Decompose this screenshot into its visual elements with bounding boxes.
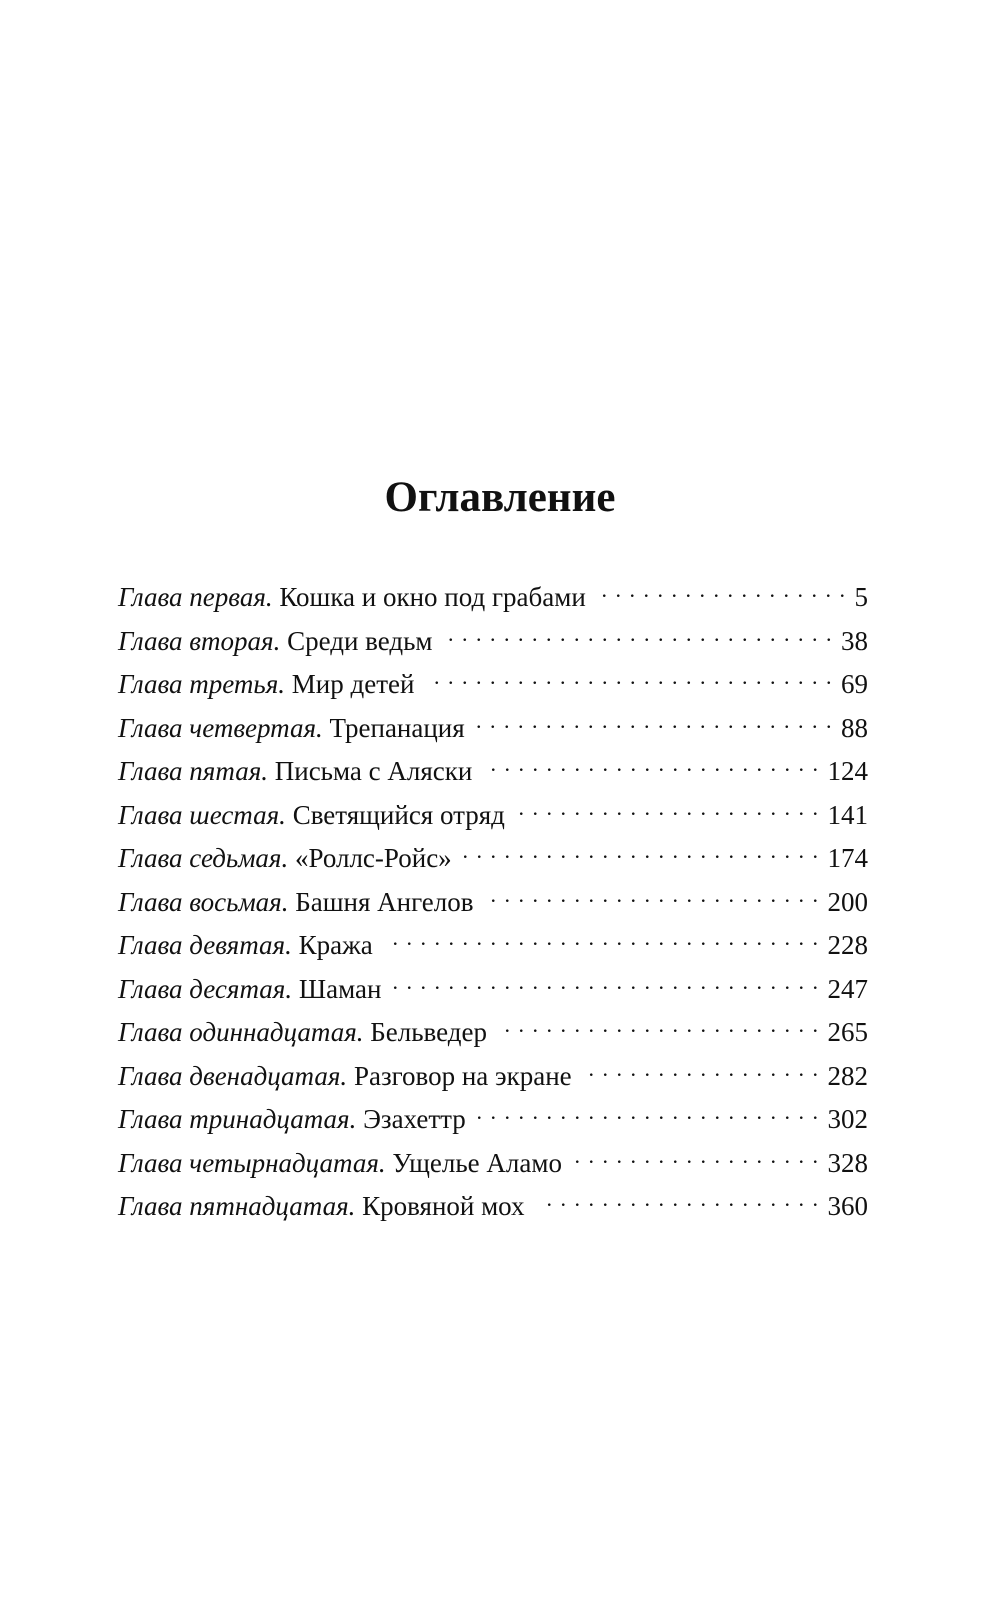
toc-entry[interactable] — [118, 835, 868, 879]
toc-page-number: 302 — [827, 1104, 868, 1134]
page-title: Оглавление — [384, 474, 616, 521]
toc-chapter-title: «Роллс-Ройс» — [294, 843, 452, 873]
toc-chapter-label: Глава двенадцатая. — [118, 1060, 348, 1091]
toc-page-number: 328 — [827, 1147, 868, 1178]
dot-leader — [517, 792, 820, 824]
toc-chapter-label: Глава десятая. — [118, 973, 293, 1004]
toc-entry[interactable] — [118, 748, 868, 792]
dot-leader — [499, 1009, 820, 1041]
toc-page-number: 88 — [841, 712, 868, 743]
toc-page-number: 69 — [841, 669, 868, 699]
toc-entry[interactable] — [118, 661, 868, 705]
toc-chapter-title: Письма с Аляски — [274, 756, 473, 786]
toc-chapter-title: Кража — [298, 930, 373, 960]
toc-chapter-title: Ущелье Аламо — [392, 1147, 562, 1178]
toc-entry[interactable] — [118, 1140, 868, 1184]
toc-chapter-label: Глава первая. — [118, 582, 273, 612]
toc-entry[interactable] — [118, 1009, 868, 1053]
toc-chapter-label: Глава четырнадцатая. — [118, 1147, 386, 1178]
toc-chapter-label: Глава вторая. — [118, 625, 281, 656]
toc-entry[interactable] — [118, 1183, 868, 1227]
toc-chapter-title: Среди ведьм — [287, 625, 433, 656]
toc-entry[interactable] — [118, 618, 868, 662]
toc-chapter-title: Шаман — [298, 973, 382, 1004]
toc-page-number: 124 — [827, 756, 868, 786]
dot-leader — [464, 835, 820, 867]
toc-entry[interactable] — [118, 879, 868, 923]
dot-leader — [426, 661, 833, 693]
toc-entry[interactable] — [118, 574, 868, 618]
dot-leader — [477, 705, 833, 737]
toc-page-number: 5 — [854, 582, 868, 612]
dot-leader — [385, 922, 820, 954]
toc-page-number: 282 — [827, 1060, 868, 1091]
toc-chapter-title: Эзахеттр — [363, 1104, 466, 1134]
toc-chapter-label: Глава четвертая. — [118, 712, 323, 743]
toc-chapter-title: Кошка и окно под грабами — [279, 582, 586, 612]
toc-page-number: 265 — [827, 1017, 868, 1047]
toc-page-number: 174 — [827, 843, 868, 873]
table-of-contents — [118, 574, 868, 1227]
toc-chapter-label: Глава шестая. — [118, 799, 286, 830]
toc-chapter-label: Глава одиннадцатая. — [118, 1017, 364, 1047]
toc-chapter-label: Глава седьмая. — [118, 843, 289, 873]
toc-entry[interactable] — [118, 1096, 868, 1140]
toc-entry[interactable] — [118, 1053, 868, 1097]
toc-entry[interactable] — [118, 966, 868, 1010]
toc-chapter-title: Трепанация — [329, 712, 465, 743]
toc-chapter-title: Мир детей — [291, 669, 415, 699]
toc-page-number: 141 — [827, 799, 868, 830]
toc-entry[interactable] — [118, 922, 868, 966]
toc-chapter-label: Глава третья. — [118, 669, 286, 699]
dot-leader — [445, 618, 833, 650]
toc-page-number: 38 — [841, 625, 868, 656]
dot-leader — [486, 879, 820, 911]
toc-chapter-title: Светящийся отряд — [292, 799, 505, 830]
toc-chapter-title: Кровяной мох — [362, 1191, 525, 1221]
toc-chapter-title: Башня Ангелов — [295, 886, 474, 917]
dot-leader — [484, 748, 819, 780]
dot-leader — [584, 1053, 820, 1085]
dot-leader — [598, 574, 847, 606]
dot-leader — [478, 1096, 820, 1128]
toc-chapter-title: Разговор на экране — [353, 1060, 572, 1091]
toc-page-number: 247 — [827, 973, 868, 1004]
toc-page-number: 360 — [827, 1191, 868, 1221]
dot-leader — [393, 966, 819, 998]
toc-chapter-label: Глава пятая. — [118, 756, 268, 786]
toc-chapter-title: Бельведер — [370, 1017, 487, 1047]
dot-leader — [574, 1140, 820, 1172]
toc-page-number: 200 — [827, 886, 868, 917]
toc-entry[interactable] — [118, 792, 868, 836]
dot-leader — [537, 1183, 820, 1215]
toc-page-number: 228 — [827, 930, 868, 960]
toc-chapter-label: Глава восьмая. — [118, 886, 289, 917]
toc-entry[interactable] — [118, 705, 868, 749]
toc-chapter-label: Глава тринадцатая. — [118, 1104, 357, 1134]
toc-chapter-label: Глава девятая. — [118, 930, 292, 960]
toc-chapter-label: Глава пятнадцатая. — [118, 1191, 356, 1221]
